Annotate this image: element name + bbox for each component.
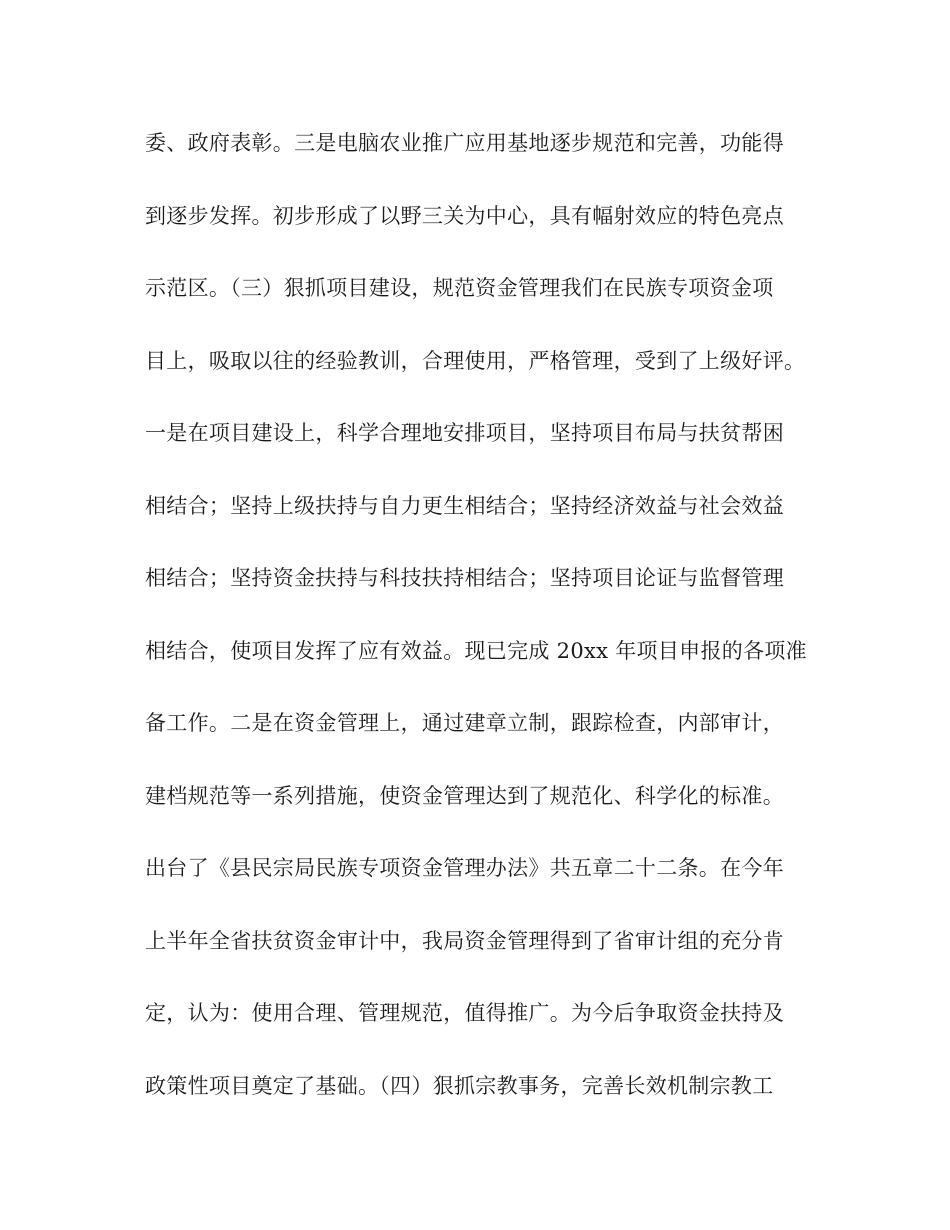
text-line: 备工作。二是在资金管理上，通过建章立制，跟踪检查，内部审计，	[145, 711, 784, 735]
text-line: 目上，吸取以往的经验教训，合理使用，严格管理，受到了上级好评。	[145, 348, 806, 373]
text-line: 到逐步发挥。初步形成了以野三关为中心，具有幅射效应的特色亮点	[145, 203, 784, 228]
text-line: 建档规范等一系列措施，使资金管理达到了规范化、科学化的标准。	[145, 783, 784, 808]
text-line: 委、政府表彰。三是电脑农业推广应用基地逐步规范和完善，功能得	[145, 131, 784, 155]
text-line: 一是在项目建设上，科学合理地安排项目，坚持项目布局与扶贫帮困	[145, 421, 784, 445]
text-line: 上半年全省扶贫资金审计中，我局资金管理得到了省审计组的充分肯	[145, 928, 784, 953]
text-line: 相结合；坚持上级扶持与自力更生相结合；坚持经济效益与社会效益	[145, 493, 784, 518]
body-text	[145, 125, 825, 1140]
text-line: 政策性项目奠定了基础。（四）狠抓宗教事务，完善长效机制宗教工	[145, 1073, 774, 1098]
text-line: 定，认为：使用合理、管理规范，值得推广。为今后争取资金扶持及	[145, 1001, 784, 1025]
text-line: 相结合；坚持资金扶持与科技扶持相结合；坚持项目论证与监督管理	[145, 566, 784, 590]
text-line: 出台了《县民宗局民族专项资金管理办法》共五章二十二条。在今年	[145, 856, 784, 880]
text-line: 相结合，使项目发挥了应有效益。现已完成 20xx 年项目申报的各项准	[145, 638, 807, 663]
text-line: 示范区。（三）狠抓项目建设，规范资金管理我们在民族专项资金项	[145, 276, 774, 300]
